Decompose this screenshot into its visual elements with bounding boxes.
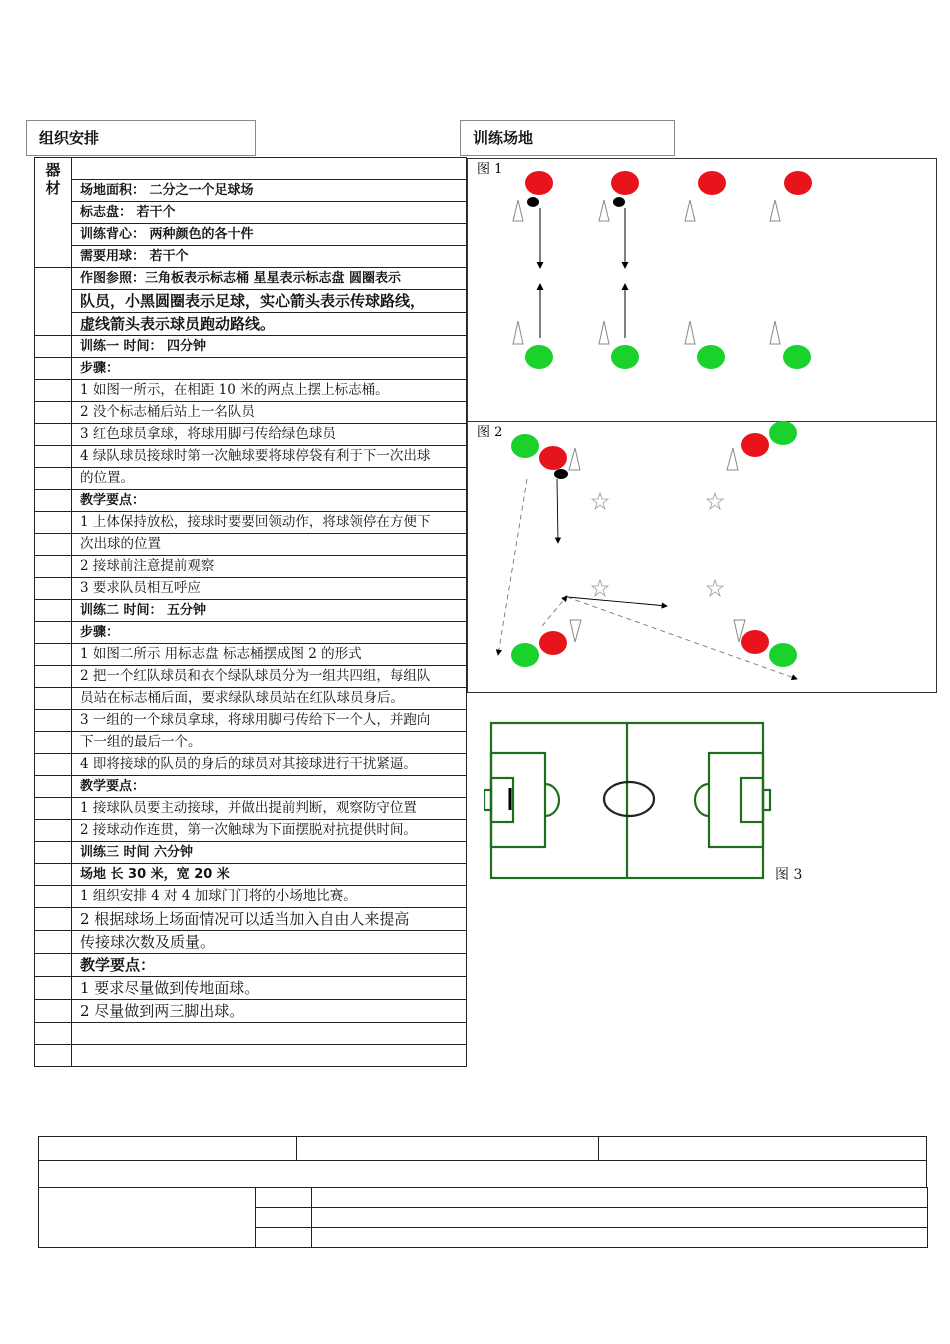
side-cell — [35, 1045, 72, 1067]
table-row — [35, 268, 467, 290]
section-header-training-field — [460, 120, 675, 156]
section-header-organization — [26, 120, 256, 156]
table-cell: 训练二 时间： 五分钟 — [72, 600, 467, 622]
table-cell: 1 组织安排 4 对 4 加球门门将的小场地比赛。 — [72, 886, 467, 908]
side-cell — [35, 688, 72, 710]
figure-1-label: 图 1 — [477, 162, 503, 177]
table-row — [35, 886, 467, 908]
table-row — [35, 380, 467, 402]
side-cell — [35, 908, 72, 931]
table-row — [35, 776, 467, 798]
table-cell: 需要用球： 若干个 — [72, 246, 467, 268]
table-row — [35, 688, 467, 710]
table-row — [35, 578, 467, 600]
red-player-icon — [741, 630, 769, 654]
table-cell: 3 一组的一个球员拿球，将球用脚弓传给下一个人，并跑向 — [72, 710, 467, 732]
green-player-icon — [511, 434, 539, 458]
table-row — [35, 754, 467, 776]
table-cell — [72, 1023, 467, 1045]
red-player-icon — [525, 171, 553, 195]
table-row — [35, 290, 467, 313]
penalty-box-right — [709, 753, 763, 847]
table-cell: 1 如图二所示 用标志盘 标志桶摆成图 2 的形式 — [72, 644, 467, 666]
footer-cell — [312, 1228, 928, 1248]
red-player-icon — [611, 171, 639, 195]
table-cell: 教学要点： — [72, 490, 467, 512]
side-cell — [35, 886, 72, 908]
side-cell — [35, 358, 72, 380]
table-cell: 1 如图一所示，在相距 10 米的两点上摆上标志桶。 — [72, 380, 467, 402]
ball-icon — [527, 197, 539, 207]
footer-cell — [39, 1188, 256, 1248]
figure-2-diagram — [467, 421, 937, 693]
footer-cell — [297, 1137, 599, 1161]
equipment-label: 器材 — [45, 161, 61, 197]
side-cell — [35, 977, 72, 1000]
table-row — [35, 180, 467, 202]
table-cell: 步骤： — [72, 622, 467, 644]
table-row — [35, 1000, 467, 1023]
table-cell: 作图参照：三角板表示标志桶 星星表示标志盘 圆圈表示 — [72, 268, 467, 290]
table-cell: 1 要求尽量做到传地面球。 — [72, 977, 467, 1000]
table-row — [35, 954, 467, 977]
table-row — [35, 556, 467, 578]
side-cell — [35, 424, 72, 446]
green-player-icon — [511, 643, 539, 667]
side-cell — [35, 512, 72, 534]
table-cell: 1 上体保持放松，接球时要要回领动作，将球领停在方便下 — [72, 512, 467, 534]
center-circle — [604, 782, 654, 816]
penalty-arc-right — [695, 784, 709, 816]
footer-cell — [312, 1208, 928, 1228]
table-row — [35, 931, 467, 954]
figure-2-label: 图 2 — [477, 425, 503, 440]
figure-3-pitch — [484, 718, 774, 883]
side-cell — [35, 1023, 72, 1045]
table-cell: 训练一 时间： 四分钟 — [72, 336, 467, 358]
side-cell — [35, 1000, 72, 1023]
table-cell: 场地 长 30 米，宽 20 米 — [72, 864, 467, 886]
table-cell — [72, 158, 467, 180]
red-player-icon — [741, 433, 769, 457]
table-cell: 2 把一个红队球员和衣个绿队球员分为一组共四组，每组队 — [72, 666, 467, 688]
table-cell: 场地面积： 二分之一个足球场 — [72, 180, 467, 202]
table-cell: 的位置。 — [72, 468, 467, 490]
table-cell: 训练背心： 两种颜色的各十件 — [72, 224, 467, 246]
side-cell — [35, 820, 72, 842]
side-cell — [35, 776, 72, 798]
side-cell — [35, 622, 72, 644]
table-row — [35, 622, 467, 644]
table-cell: 4 绿队球员接球时第一次触球要将球停袋有利于下一次出球 — [72, 446, 467, 468]
green-player-icon — [769, 643, 797, 667]
table-row — [35, 977, 467, 1000]
green-player-icon — [611, 345, 639, 369]
table-row — [35, 644, 467, 666]
table-cell: 4 即将接球的队员的身后的球员对其接球进行干扰紧逼。 — [72, 754, 467, 776]
table-cell: 标志盘： 若干个 — [72, 202, 467, 224]
goal-left — [484, 790, 491, 810]
table-row — [35, 1045, 467, 1067]
table-cell: 2 接球前注意提前观察 — [72, 556, 467, 578]
side-cell — [35, 864, 72, 886]
table-row — [35, 600, 467, 622]
footer-cell — [256, 1188, 312, 1208]
footer-cell — [256, 1208, 312, 1228]
side-cell — [35, 446, 72, 468]
table-cell: 次出球的位置 — [72, 534, 467, 556]
side-cell — [35, 402, 72, 424]
red-player-icon — [784, 171, 812, 195]
side-cell — [35, 556, 72, 578]
table-row — [35, 424, 467, 446]
table-cell: 训练三 时间 六分钟 — [72, 842, 467, 864]
table-cell: 2 尽量做到两三脚出球。 — [72, 1000, 467, 1023]
table-row — [35, 864, 467, 886]
side-cell — [35, 268, 72, 336]
table-row — [35, 490, 467, 512]
table-cell: 2 接球动作连贯，第一次触球为下面摆脱对抗提供时间。 — [72, 820, 467, 842]
section-header-organization-label: 组织安排 — [39, 129, 100, 147]
table-row — [35, 1023, 467, 1045]
side-cell — [35, 931, 72, 954]
table-row — [35, 666, 467, 688]
side-cell — [35, 710, 72, 732]
green-player-icon — [525, 345, 553, 369]
side-cell — [35, 954, 72, 977]
side-cell — [35, 336, 72, 358]
table-row — [35, 842, 467, 864]
table-row — [35, 710, 467, 732]
table-row — [35, 820, 467, 842]
table-cell: 步骤： — [72, 358, 467, 380]
table-row — [35, 246, 467, 268]
table-row — [35, 512, 467, 534]
table-row — [35, 908, 467, 931]
table-row — [35, 358, 467, 380]
table-cell: 教学要点： — [72, 954, 467, 977]
side-cell — [35, 754, 72, 776]
side-cell — [35, 468, 72, 490]
side-cell — [35, 644, 72, 666]
organization-table — [34, 157, 467, 1067]
side-cell — [35, 842, 72, 864]
table-row — [35, 798, 467, 820]
figure-3-label: 图 3 — [775, 867, 803, 883]
green-player-icon — [783, 345, 811, 369]
table-row — [35, 468, 467, 490]
equipment-label-cell — [35, 158, 72, 268]
section-header-training-field-label: 训练场地 — [473, 129, 534, 147]
table-row — [35, 224, 467, 246]
footer-table — [38, 1136, 927, 1188]
ball-icon — [613, 197, 625, 207]
table-cell: 虚线箭头表示球员跑动路线。 — [72, 313, 467, 336]
side-cell — [35, 798, 72, 820]
side-cell — [35, 578, 72, 600]
footer-cell — [599, 1137, 927, 1161]
table-row — [35, 158, 467, 180]
table-cell: 传接球次数及质量。 — [72, 931, 467, 954]
table-row — [35, 732, 467, 754]
goal-right — [763, 790, 770, 810]
side-cell — [35, 600, 72, 622]
table-cell: 教学要点： — [72, 776, 467, 798]
table-row — [35, 313, 467, 336]
penalty-box-left — [491, 753, 545, 847]
red-player-icon — [698, 171, 726, 195]
red-player-icon — [539, 446, 567, 470]
table-row — [35, 446, 467, 468]
table-cell: 3 红色球员拿球，将球用脚弓传给绿色球员 — [72, 424, 467, 446]
table-row — [35, 402, 467, 424]
table-cell — [72, 1045, 467, 1067]
table-cell: 1 接球队员要主动接球，并做出提前判断，观察防守位置 — [72, 798, 467, 820]
side-cell — [35, 732, 72, 754]
table-row — [35, 202, 467, 224]
footer-table-lower — [38, 1187, 928, 1248]
footer-cell — [39, 1137, 297, 1161]
side-cell — [35, 534, 72, 556]
table-cell: 3 要求队员相互呼应 — [72, 578, 467, 600]
figure-1-diagram — [467, 158, 937, 422]
side-cell — [35, 380, 72, 402]
ball-icon — [554, 469, 568, 479]
table-cell: 2 没个标志桶后站上一名队员 — [72, 402, 467, 424]
table-cell: 员站在标志桶后面，要求绿队球员站在红队球员身后。 — [72, 688, 467, 710]
side-cell — [35, 666, 72, 688]
table-cell: 队员，小黑圆圈表示足球，实心箭头表示传球路线， — [72, 290, 467, 313]
table-cell: 下一组的最后一个。 — [72, 732, 467, 754]
penalty-arc-left — [545, 784, 559, 816]
footer-cell — [312, 1188, 928, 1208]
footer-cell — [256, 1228, 312, 1248]
green-player-icon — [769, 421, 797, 445]
green-player-icon — [697, 345, 725, 369]
table-row — [35, 336, 467, 358]
goal-box-right — [741, 778, 763, 822]
red-player-icon — [539, 631, 567, 655]
footer-cell — [39, 1161, 927, 1188]
side-cell — [35, 490, 72, 512]
table-row — [35, 534, 467, 556]
table-cell: 2 根据球场上场面情况可以适当加入自由人来提高 — [72, 908, 467, 931]
